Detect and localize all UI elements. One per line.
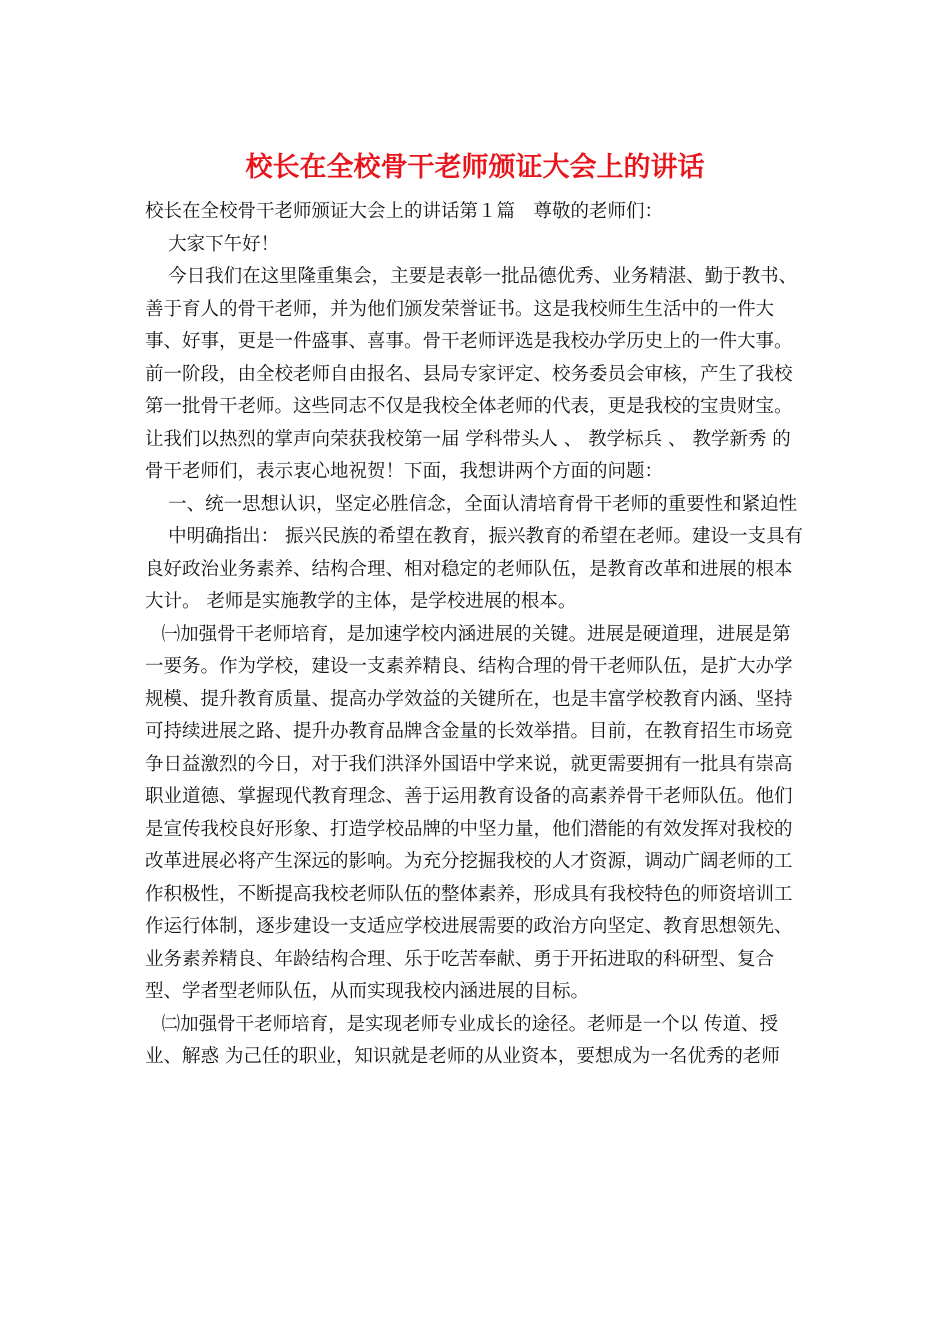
intro-line: 校长在全校骨干老师颁证大会上的讲话第１篇 尊敬的老师们： <box>145 201 664 222</box>
section-heading: 一、统一思想认识，坚定必胜信念，全面认清培育骨干老师的重要性和紧迫性 <box>168 493 798 515</box>
body-paragraph: ㈠加强骨干老师培育，是加速学校内涵进展的关键。进展是硬道理，进展是第一要务。作为学校，建设一支素养精良、结构合理的骨干老师队伍，是扩大办学规模、提升教育质量、提高办学效益的关键所在，也是丰富学校教育内涵、坚持可持续进展之路、提升办教育品牌含金量的长效举措。目前，在教育招生市场竞争日益激烈的今日，对于我们洪泽外国语中学来说，就更需要拥有一批具有崇高职业道德、掌握现代教育理念、善于运用教育设备的高素养骨干老师队伍。他们是宣传我校良好形象、打造学校品牌的中坚力量，他们潜能的有效发挥对我校的改革进展必将产生深远的影响。为充分挖掘我校的人才资源，调动广阔老师的工作积极性，不断提高我校老师队伍的整体素养，形成具有我校特色的师资培训工作运行体制，逐步建设一支适应学校进展需要的政治方向坚定、教育思想领先、业务素养精良、年龄结构合理、乐于吃苦奉献、勇于开拓进取的科研型、复合型、学者型老师队伍，从而实现我校内涵进展的目标。 <box>145 623 793 1002</box>
greeting-paragraph: 大家下午好！ <box>168 233 280 255</box>
body-paragraph: ㈡加强骨干老师培育，是实现老师专业成长的途径。老师是一个以 传道、授业、解惑 为己任的职业，知识就是老师的从业资本，要想成为一名优秀的老师 <box>145 1013 780 1067</box>
body-paragraph: 中明确指出： 振兴民族的希望在教育，振兴教育的希望在老师。建设一支具有良好政治业务素养、结构合理、相对稳定的老师队伍，是教育改革和进展的根本大计。 老师是实施教学的主体，是学校进展的根本。 <box>145 526 804 612</box>
body-paragraph: 今日我们在这里隆重集会，主要是表彰一批品德优秀、业务精湛、勤于教书、善于育人的骨干老师，并为他们颁发荣誉证书。这是我校师生生活中的一件大事、好事，更是一件盛事、喜事。骨干老师评选是我校办学历史上的一件大事。前一阶段，由全校老师自由报名、县局专家评定、校务委员会审核，产生了我校第一批骨干老师。这些同志不仅是我校全体老师的代表，更是我校的宝贵财宝。让我们以热烈的掌声向荣获我校第一届 学科带头人 、 教学标兵 、 教学新秀 的骨干老师们，表示衷心地祝贺！下面，我想讲两个方面的问题： <box>145 266 798 482</box>
document-title: 校长在全校骨干老师颁证大会上的讲话 <box>245 152 705 183</box>
document-body <box>145 196 805 1074</box>
